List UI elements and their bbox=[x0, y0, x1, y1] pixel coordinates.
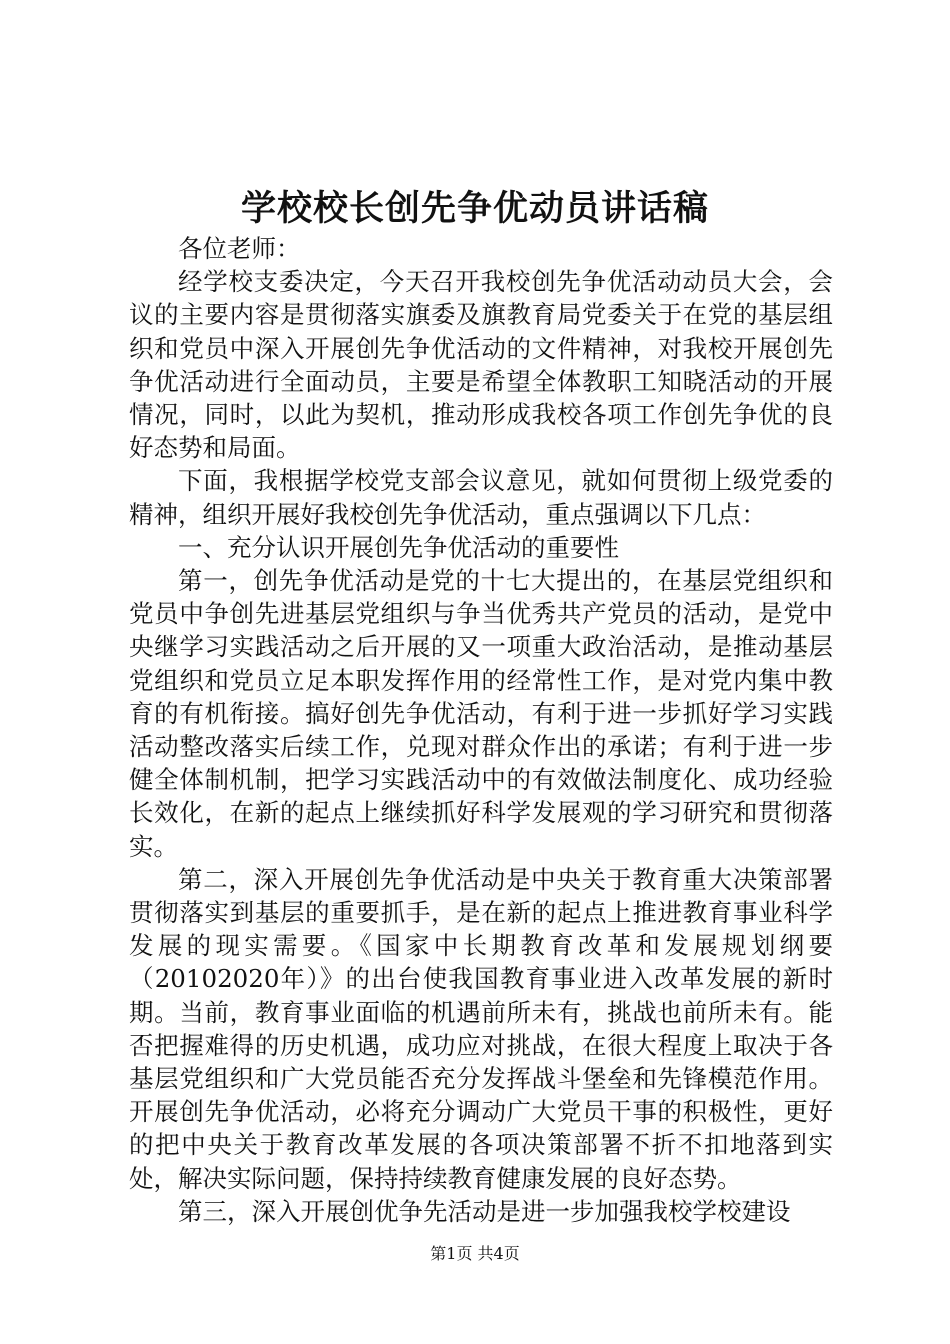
page-footer: 第1页 共4页 bbox=[430, 1244, 520, 1263]
body-paragraph: 经学校支委决定，今天召开我校创先争优活动动员大会，会议的主要内容是贯彻落实旗委及旗教育局党委关于在党的基层组织和党员中深入开展创先争优活动的文件精神，对我校开展创先争优活动进行全面动员，主要是希望全体教职工知晓活动的开展情况，同时，以此为契机，推动形成我校各项工作创先争优的良好态势和局面。 bbox=[129, 267, 833, 463]
document-body bbox=[129, 232, 833, 1228]
body-paragraph: 第三，深入开展创优争先活动是进一步加强我校学校建设 bbox=[178, 1196, 791, 1226]
body-paragraph: 第二，深入开展创先争优活动是中央关于教育重大决策部署贯彻落实到基层的重要抓手，是在新的起点上推进教育事业科学发展的现实需要。《国家中长期教育改革和发展规划纲要（20102020年）》的出台使我国教育事业进入改革发展的新时期。当前，教育事业面临的机遇前所未有，挑战也前所未有。能否把握难得的历史机遇，成功应对挑战，在很大程度上取决于各基层党组织和广大党员能否充分发挥战斗堡垒和先锋模范作用。开展创先争优活动，必将充分调动广大党员干事的积极性，更好的把中央关于教育改革发展的各项决策部署不折不扣地落到实处，解决实际问题，保持持续教育健康发展的良好态势。 bbox=[129, 864, 833, 1193]
body-paragraph: 下面，我根据学校党支部会议意见，就如何贯彻上级党委的精神，组织开展好我校创先争优活动，重点强调以下几点： bbox=[129, 466, 833, 529]
salutation-paragraph: 各位老师： bbox=[178, 234, 301, 263]
section-heading: 一、充分认识开展创先争优活动的重要性 bbox=[178, 532, 619, 562]
document-title: 学校校长创先争优动员讲话稿 bbox=[240, 188, 709, 229]
body-paragraph: 第一，创先争优活动是党的十七大提出的，在基层党组织和党员中争创先进基层党组织与争当优秀共产党员的活动，是党中央继学习实践活动之后开展的又一项重大政治活动，是推动基层党组织和党员立足本职发挥作用的经常性工作，是对党内集中教育的有机衔接。搞好创先争优活动，有利于进一步抓好学习实践活动整改落实后续工作，兑现对群众作出的承诺；有利于进一步健全体制机制，把学习实践活动中的有效做法制度化、成功经验长效化，在新的起点上继续抓好科学发展观的学习研究和贯彻落实。 bbox=[129, 566, 833, 861]
